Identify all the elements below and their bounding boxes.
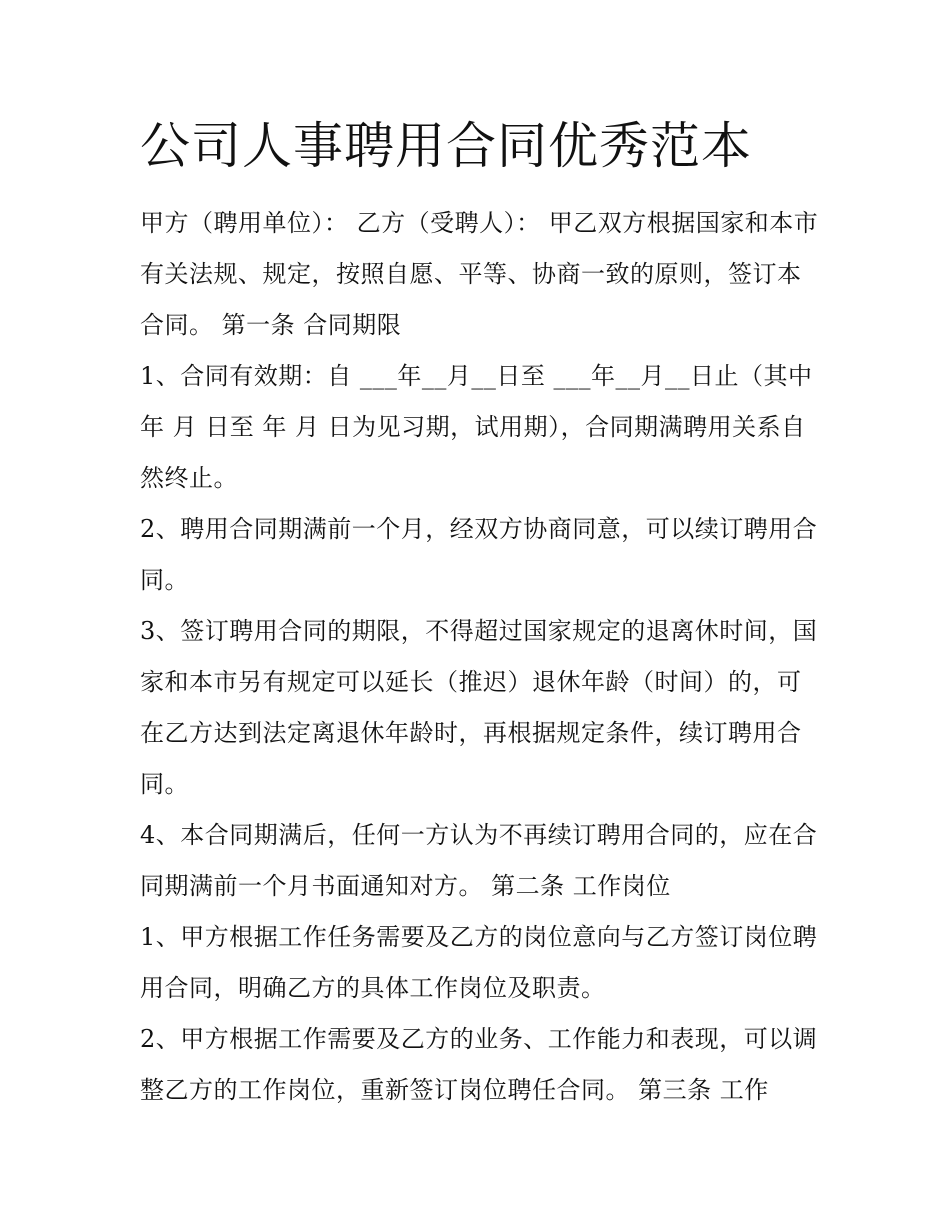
paragraph-term-4: 4、本合同期满后，任何一方认为不再续订聘用合同的，应在合同期满前一个月书面通知对方。 第二条 工作岗位	[140, 821, 818, 900]
document-title: 公司人事聘用合同优秀范本	[140, 117, 752, 175]
paragraph-intro: 甲方（聘用单位）： 乙方（受聘人）： 甲乙双方根据国家和本市有关法规、规定，按照自愿、平等、协商一致的原则，签订本合同。 第一条 合同期限	[140, 209, 819, 339]
paragraph-term-2: 2、聘用合同期满前一个月，经双方协商同意，可以续订聘用合同。	[140, 515, 818, 594]
paragraph-term-1: 1、合同有效期：自 ___年__月__日至 ___年__月__日止（其中 年 月 日至 年 月 日为见习期，试用期），合同期满聘用关系自然终止。	[140, 362, 813, 492]
paragraph-position-1: 1、甲方根据工作任务需要及乙方的岗位意向与乙方签订岗位聘用合同，明确乙方的具体工作岗位及职责。	[140, 923, 818, 1002]
paragraph-term-3: 3、签订聘用合同的期限，不得超过国家规定的退离休时间，国家和本市另有规定可以延长（推迟）退休年龄（时间）的，可在乙方达到法定离退休年龄时，再根据规定条件，续订聘用合同。	[140, 617, 818, 798]
paragraph-position-2: 2、甲方根据工作需要及乙方的业务、工作能力和表现，可以调整乙方的工作岗位，重新签订岗位聘任合同。 第三条 工作	[140, 1025, 818, 1104]
